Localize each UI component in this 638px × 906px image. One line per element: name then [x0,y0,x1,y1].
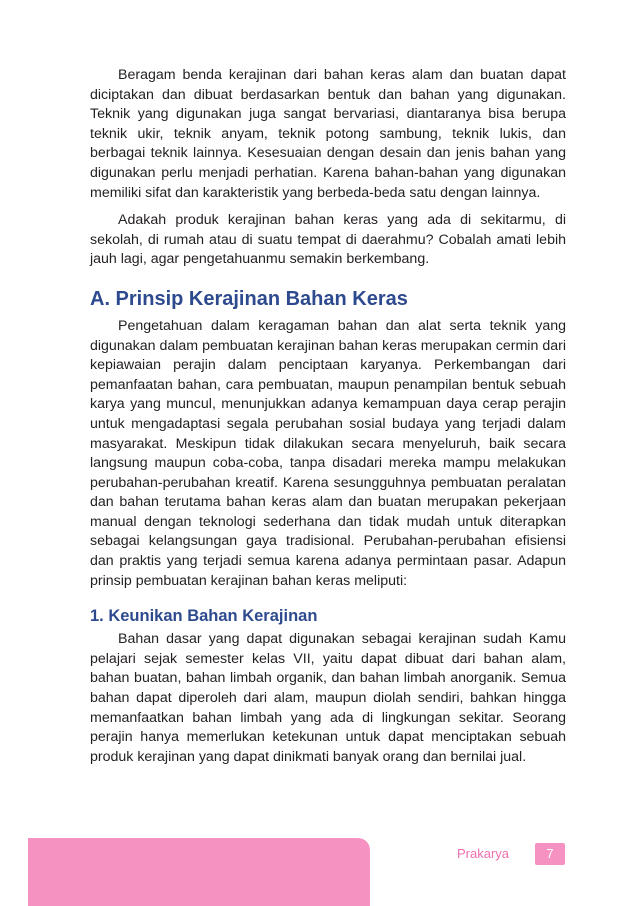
footer-book-label: Prakarya [457,846,510,861]
subsection-1-heading: 1. Keunikan Bahan Kerajinan [90,607,318,626]
intro-paragraph-1: Beragam benda kerajinan dari bahan keras alam dan buatan dapat diciptakan dan dibuat berdasarkan bentuk dan bahan yang digunakan. Teknik yang digunakan juga sangat bervariasi, diantaranya bisa berupa teknik ukir, teknik anyam, teknik potong sambung, teknik lukis, dan berbagai teknik lainnya. Kesesuaian dengan desain dan jenis bahan yang digunakan perlu menjadi perhatian. Karena bahan-bahan yang digunakan memiliki sifat dan karakteristik yang berbeda-beda satu dengan lainnya. [90,67,566,201]
footer-pink-bar [28,838,370,906]
subsection-1-paragraph: Bahan dasar yang dapat digunakan sebagai kerajinan sudah Kamu pelajari sejak semester kelas VII, yaitu dapat dibuat dari bahan alam, bahan buatan, bahan limbah organik, dan bahan limbah anorganik. Semua bahan dapat diperoleh dari alam, maupun diolah sendiri, bahkan hingga memanfaatkan bahan limbah yang ada di lingkungan sekitar. Seorang perajin hanya memerlukan ketekunan untuk dapat menciptakan sebuah produk kerajinan yang dapat dinikmati banyak orang dan bernilai jual. [90,631,566,765]
page-number: 7 [535,843,565,865]
section-a-paragraph: Pengetahuan dalam keragaman bahan dan alat serta teknik yang digunakan dalam pembuatan kerajinan bahan keras merupakan cermin dari kepiawaian perajin dalam penciptaan karyanya. Perkembangan dari pemanfaatan bahan, cara pembuatan, maupun penampilan bentuk sebuah karya yang muncul, menunjukkan adanya kemampuan daya cerap perajin untuk mengadaptasi segala perubahan sosial budaya yang terjadi dalam masyarakat. Meskipun tidak dilakukan secara menyeluruh, baik secara langsung maupun coba-coba, tanpa disadari mereka mampu melakukan perubahan-perubahan kreatif. Karena sesungguhnya pembuatan peralatan dan bahan terutama bahan keras alam dan buatan merupakan pekerjaan manual dengan teknologi sederhana dan tidak mudah untuk diterapkan sebagai kelangsungan gaya tradisional. Perubahan-perubahan efisiensi dan praktis yang terjadi semua karena adanya permintaan pasar. Adapun prinsip pembuatan kerajinan bahan keras meliputi: [90,317,566,589]
intro-paragraph-2: Adakah produk kerajinan bahan keras yang ada di sekitarmu, di sekolah, di rumah atau di suatu tempat di daerahmu? Cobalah amati lebih jauh lagi, agar pengetahuanmu semakin berkembang. [90,212,566,268]
page-content [90,66,566,775]
section-a-heading: A. Prinsip Kerajinan Bahan Keras [90,287,408,310]
